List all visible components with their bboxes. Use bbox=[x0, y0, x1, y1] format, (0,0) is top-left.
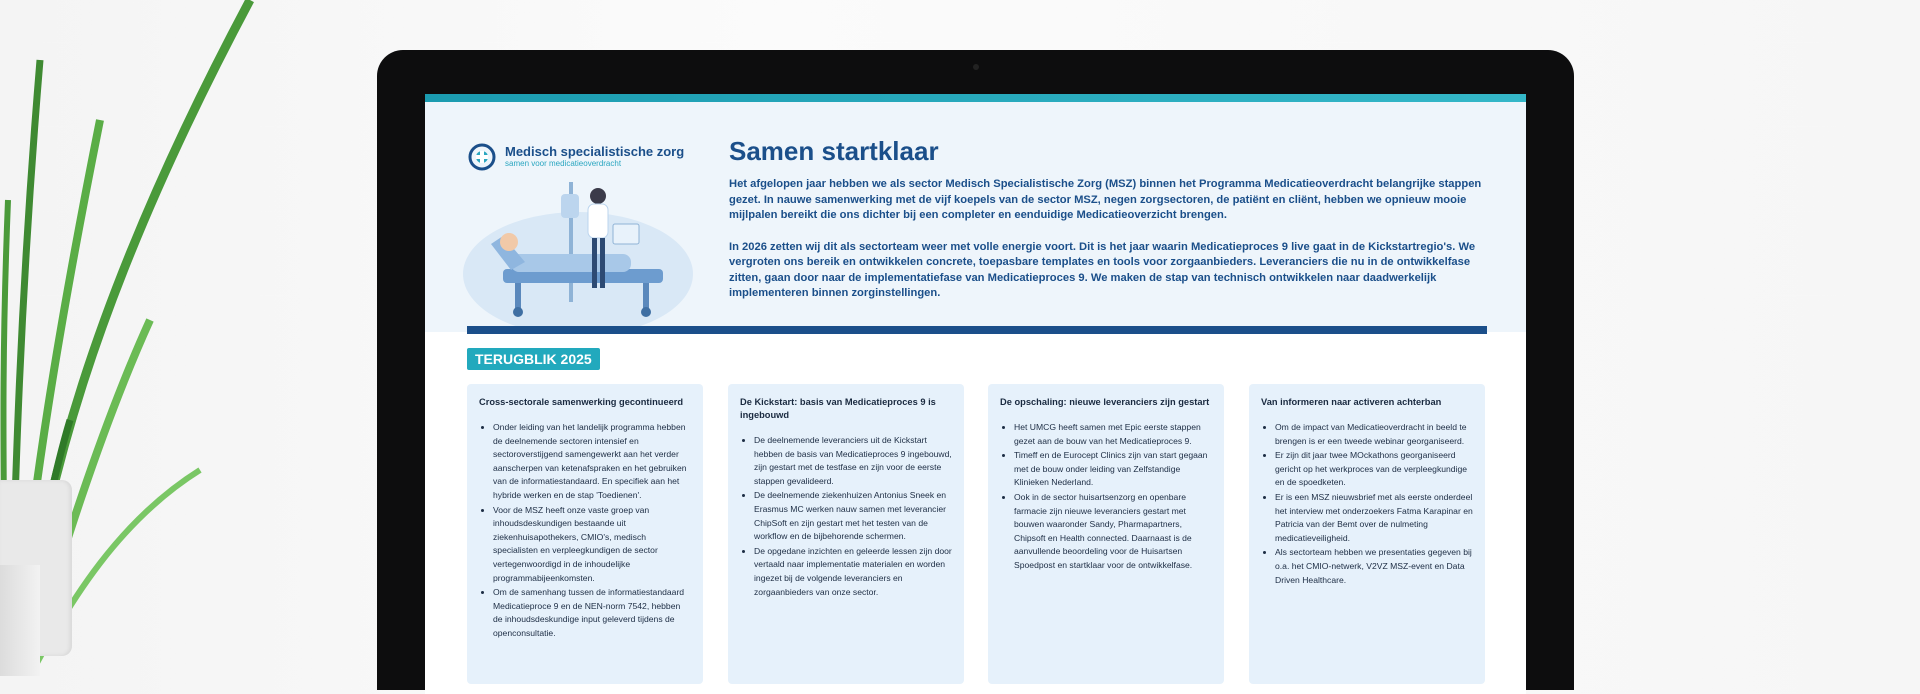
card-title: De Kickstart: basis van Medicatieproces 9 is ingebouwd bbox=[740, 397, 936, 420]
logo-mark-icon bbox=[467, 142, 497, 172]
list-item: • Er zijn dit jaar twee MOckathons georganiseerd gericht op het werkproces van de verpleegkundige en de spoedketen. bbox=[1275, 449, 1473, 490]
list-item: • De opgedane inzichten en geleerde lessen zijn door vertaald naar implementatie materialen en worden ingezet bij de volgende leveranciers en zorgaanbieders van onze sector. bbox=[754, 545, 952, 599]
list-item: • Het UMCG heeft samen met Epic eerste stappen gezet aan de bouw van het Medicatieproces 9. bbox=[1014, 421, 1212, 448]
card-title: Van informeren naar activeren achterban bbox=[1261, 397, 1442, 407]
list-item: • Ook in de sector huisartsenzorg en openbare farmacie zijn nieuwe leveranciers gestart met bouwen waaronder Sandy, Pharmapartners, Chipsoft en Health connected. Daarnaast is de aanvullende beoordeling voor de Huisartsen Spoedpost en startklaar voor de ontwikkelfase. bbox=[1014, 491, 1212, 573]
list-item: • Voor de MSZ heeft onze vaste groep van inhoudsdeskundigen bestaande uit ziekenhuisapothekers, CMIO's, medisch specialisten en verpleegkundigen de sector vertegenwoordigd in de inhoudelijke programmabijeenkomsten. bbox=[493, 504, 691, 586]
list-item: • De deelnemende ziekenhuizen Antonius Sneek en Erasmus MC werken nauw samen met leverancier ChipSoft en zijn gestart met het testen van de workflow en de bijbehorende schermen. bbox=[754, 489, 952, 543]
card-activeren bbox=[1249, 384, 1485, 684]
webcam-dot bbox=[973, 64, 979, 70]
hospital-bed-illustration bbox=[463, 174, 693, 334]
logo-title: Medisch specialistische zorg bbox=[505, 144, 685, 159]
monitor-screen bbox=[425, 94, 1526, 694]
list-item: • De deelnemende leveranciers uit de Kickstart hebben de basis van Medicatieproces 9 ingebouwd, zijn gestart met de testfase en zijn voor de eerste stappen gevalideerd. bbox=[754, 434, 952, 488]
card-title: De opschaling: nieuwe leveranciers zijn gestart bbox=[1000, 397, 1210, 407]
intro-text bbox=[729, 177, 1499, 318]
card-samenwerking bbox=[467, 384, 703, 684]
list-item: • Timeff en de Eurocept Clinics zijn van start gegaan met de bouw onder leiding van Zelfstandige Klinieken Nederland. bbox=[1014, 449, 1212, 490]
list-item: • Er is een MSZ nieuwsbrief met als eerste onderdeel het interview met onderzoekers Fatma Karapinar en Patricia van der Bemt over de nulmeting medicatieveiligheid. bbox=[1275, 491, 1473, 545]
plant-pot bbox=[0, 565, 40, 676]
card-opschaling bbox=[988, 384, 1224, 684]
intro-paragraph: In 2026 zetten wij dit als sectorteam weer met volle energie voort. Dit is het jaar waarin Medicatieproces 9 live gaat in de Kickstartregio's. We vergroten ons bereik en ontwikkelen concrete, toepasbare templates en tools voor zorgaanbieders. Leveranciers die nu in de ontwikkelfase zitten, gaan door naar de implementatiefase van Medicatieproces 9. We maken de stap van technisch ontwikkelen naar daadwerkelijk implementeren binnen zorginstellingen. bbox=[729, 240, 1476, 299]
section-badge: TERUGBLIK 2025 bbox=[467, 348, 600, 370]
page-title: Samen startklaar bbox=[729, 136, 939, 166]
list-item: • Als sectorteam hebben we presentaties gegeven bij o.a. het CMIO-netwerk, V2VZ MSZ-event en Data Driven Healthcare. bbox=[1275, 546, 1473, 587]
logo bbox=[467, 142, 684, 172]
list-item: • Om de impact van Medicatieoverdracht in beeld te brengen is er een tweede webinar georganiseerd. bbox=[1275, 421, 1473, 448]
card-kickstart bbox=[728, 384, 964, 684]
list-item: • Onder leiding van het landelijk programma hebben de deelnemende sectoren intensief en sectoroverstijgend samengewerkt aan het verder aanscherpen van ketenafspraken en het gebruiken van de informatiestandaard. En specifiek aan het hybride werken en de stap 'Toedienen'. bbox=[493, 421, 691, 503]
top-accent-bar bbox=[425, 94, 1526, 102]
logo-subtitle: samen voor medicatieoverdracht bbox=[505, 159, 622, 168]
card-title: Cross-sectorale samenwerking gecontinueerd bbox=[479, 397, 684, 407]
section-divider bbox=[467, 326, 1487, 334]
list-item: • Om de samenhang tussen de informatiestandaard Medicatieproce 9 en de NEN-norm 7542, hebben de inhoudsdeskundige input geleverd tijdens de openconsultatie. bbox=[493, 586, 691, 640]
monitor-frame bbox=[377, 50, 1574, 690]
intro-paragraph: Het afgelopen jaar hebben we als sector Medisch Specialistische Zorg (MSZ) binnen het Programma Medicatieoverdracht belangrijke stappen gezet. In nauwe samenwerking met de vijf koepels van de sector MSZ, negen zorgsectoren, de patiënt en cliënt, hebben we opnieuw mooie mijlpalen bereikt die ons dichter bij een completer en eenduidige Medicatieoverzicht brengen. bbox=[729, 178, 1482, 221]
